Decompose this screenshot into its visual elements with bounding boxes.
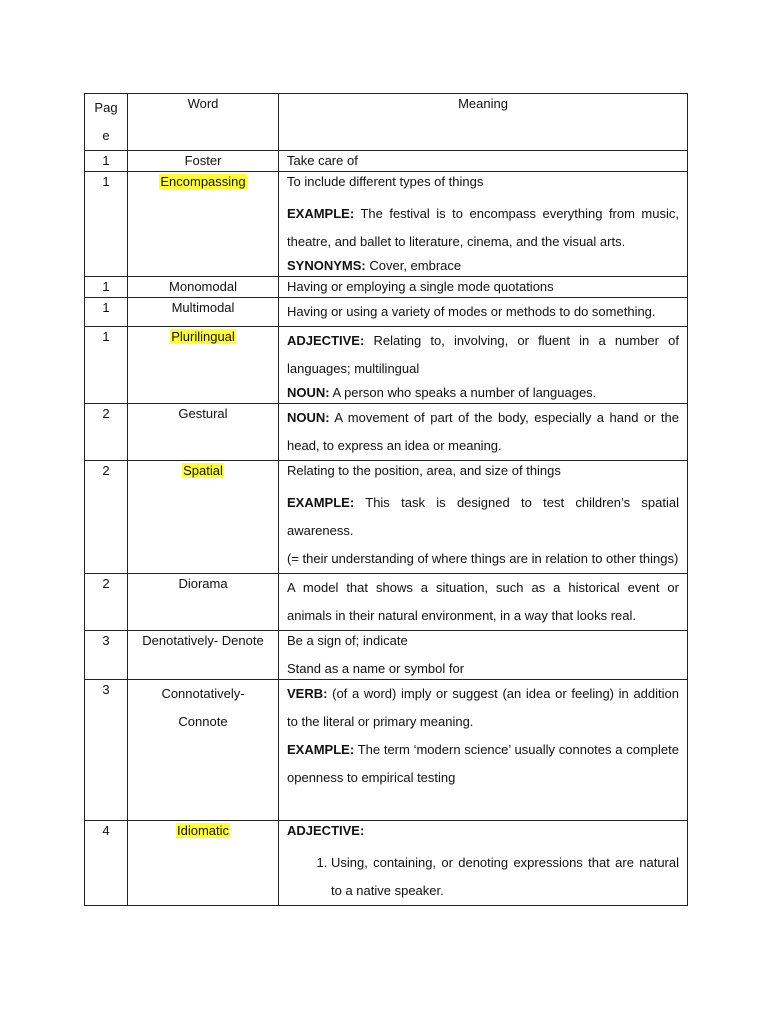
row-meaning: Be a sign of; indicate Stand as a name or symbol for <box>279 631 688 680</box>
row-word: Foster <box>128 151 279 172</box>
row-meaning: A model that shows a situation, such as a historical event or animals in their natural environment, in a way that looks real. <box>279 574 688 631</box>
row-page: 1 <box>85 151 128 172</box>
table-row <box>85 404 688 461</box>
row-page: 3 <box>85 680 128 821</box>
row-page: 1 <box>85 327 128 404</box>
table-row <box>85 461 688 574</box>
row-word: Denotatively- Denote <box>128 631 279 680</box>
row-word: Connotatively-Connote <box>128 680 279 821</box>
highlighted-word: Plurilingual <box>171 329 235 344</box>
row-meaning: NOUN: A movement of part of the body, especially a hand or the head, to express an idea or meaning. <box>279 404 688 461</box>
highlighted-word: Encompassing <box>160 174 246 189</box>
table-row <box>85 151 688 172</box>
row-page: 2 <box>85 574 128 631</box>
highlighted-word: Spatial <box>183 463 223 478</box>
highlighted-word: Idiomatic <box>176 823 230 838</box>
row-page: 2 <box>85 404 128 461</box>
row-meaning: To include different types of things EXAMPLE: The festival is to encompass everything from music, theatre, and ballet to literature, cinema, and the visual arts. SYNONYMS: Cover, embrace <box>279 172 688 277</box>
header-meaning: Meaning <box>279 94 688 151</box>
row-word <box>128 821 279 906</box>
row-word: Diorama <box>128 574 279 631</box>
row-meaning: Having or employing a single mode quotations <box>279 277 688 298</box>
table-row <box>85 631 688 680</box>
table-row <box>85 172 688 277</box>
header-word: Word <box>128 94 279 151</box>
table-row <box>85 574 688 631</box>
row-word <box>128 327 279 404</box>
row-word: Multimodal <box>128 298 279 327</box>
row-meaning: Take care of <box>279 151 688 172</box>
table-row <box>85 327 688 404</box>
row-page: 1 <box>85 277 128 298</box>
row-meaning: Relating to the position, area, and size of things EXAMPLE: This task is designed to test children’s spatial awareness. (= their understanding of where things are in relation to other things) <box>279 461 688 574</box>
glossary-table <box>84 93 688 906</box>
row-word <box>128 461 279 574</box>
row-meaning: Having or using a variety of modes or methods to do something. <box>279 298 688 327</box>
table-row <box>85 277 688 298</box>
row-word: Monomodal <box>128 277 279 298</box>
list-item: 1. Using, containing, or denoting expressions that are natural to a native speaker. <box>331 849 679 905</box>
table-row <box>85 298 688 327</box>
row-page: 1 <box>85 172 128 277</box>
row-meaning: ADJECTIVE: Relating to, involving, or fluent in a number of languages; multilingual NOUN: A person who speaks a number of languages. <box>279 327 688 404</box>
table-row <box>85 680 688 821</box>
header-row <box>85 94 688 151</box>
row-meaning: VERB: (of a word) imply or suggest (an idea or feeling) in addition to the literal or primary meaning. EXAMPLE: The term ‘modern science’ usually connotes a complete openness to empirical testing <box>279 680 688 821</box>
row-word <box>128 172 279 277</box>
table-row <box>85 821 688 906</box>
header-page: Page <box>85 94 128 151</box>
row-meaning: ADJECTIVE: 1. Using, containing, or denoting expressions that are natural to a native speaker. <box>279 821 688 906</box>
row-page: 4 <box>85 821 128 906</box>
row-word: Gestural <box>128 404 279 461</box>
row-page: 1 <box>85 298 128 327</box>
row-page: 3 <box>85 631 128 680</box>
definition-list <box>287 849 679 905</box>
row-page: 2 <box>85 461 128 574</box>
